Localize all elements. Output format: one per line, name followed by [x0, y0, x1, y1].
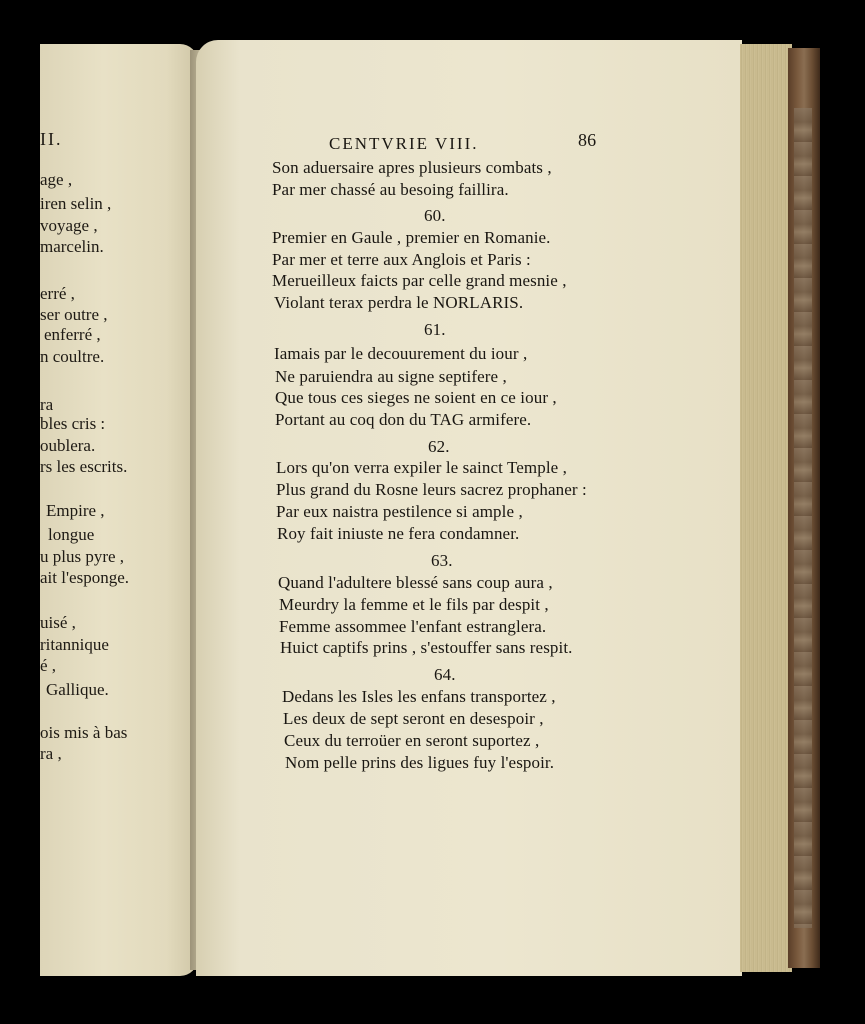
text-line: Empire ,: [46, 501, 105, 520]
text-line: ra: [40, 395, 54, 414]
quatrain-number: 62.: [428, 437, 450, 456]
verse-line: Merueilleux faicts par celle grand mesnie ,: [272, 271, 567, 290]
text-line: ser outre ,: [40, 305, 108, 324]
verse-line: Portant au coq don du TAG armifere.: [275, 410, 532, 429]
right-page: [196, 40, 742, 976]
text-line: ait l'esponge.: [40, 568, 129, 587]
quatrain-number: 63.: [431, 551, 453, 570]
verse-line: Les deux de sept seront en desespoir ,: [283, 709, 544, 728]
text-line: Gallique.: [46, 680, 109, 699]
verse-line: Meurdry la femme et le fils par despit ,: [279, 595, 549, 614]
verse-line: Ceux du terroüer en seront suportez ,: [284, 731, 540, 750]
page-fore-edge: [740, 44, 792, 972]
text-line: ra ,: [40, 744, 62, 763]
text-line: enferré ,: [44, 325, 101, 344]
verse-line: Premier en Gaule , premier en Romanie.: [272, 228, 551, 247]
page-number: 86: [578, 130, 597, 150]
verse-line: Femme assommee l'enfant estranglera.: [279, 617, 547, 636]
verse-line: Plus grand du Rosne leurs sacrez prophaner :: [276, 480, 587, 499]
text-line: iren selin ,: [40, 194, 112, 213]
left-page: [40, 44, 198, 976]
quatrain-number: 60.: [424, 206, 446, 225]
text-line: bles cris :: [40, 414, 106, 433]
text-line: rs les escrits.: [40, 457, 128, 476]
verse-line: Son aduersaire apres plusieurs combats ,: [272, 158, 552, 177]
text-line: u plus pyre ,: [40, 547, 125, 566]
text-line: marcelin.: [40, 237, 104, 256]
verse-line: Que tous ces sieges ne soient en ce iour ,: [275, 388, 557, 407]
text-line: erré ,: [40, 284, 75, 303]
quatrain-number: 61.: [424, 320, 446, 339]
text-line: n coultre.: [40, 347, 105, 366]
verse-line: Quand l'adultere blessé sans coup aura ,: [278, 573, 553, 592]
quatrain-number: 64.: [434, 665, 456, 684]
text-line: oublera.: [40, 436, 96, 455]
verse-line: Ne paruiendra au signe septifere ,: [275, 367, 507, 386]
verse-line: Nom pelle prins des ligues fuy l'espoir.: [285, 753, 555, 772]
text-line: voyage ,: [40, 216, 98, 235]
text-line: ois mis à bas: [40, 723, 128, 742]
text-line: é ,: [40, 656, 57, 675]
verse-line: Roy fait iniuste ne fera condamner.: [277, 524, 520, 543]
verse-line: Dedans les Isles les enfans transportez ,: [282, 687, 556, 706]
verse-line: Violant terax perdra le NORLARIS.: [274, 293, 524, 312]
verse-line: Par eux naistra pestilence si ample ,: [276, 502, 523, 521]
text-line: age ,: [40, 170, 73, 189]
verse-line: Lors qu'on verra expiler le sainct Temple ,: [276, 458, 567, 477]
verse-line: Huict captifs prins , s'estouffer sans respit.: [280, 638, 573, 657]
text-line: ritannique: [40, 635, 109, 654]
verse-line: Iamais par le decouurement du iour ,: [274, 344, 528, 363]
verse-line: Par mer chassé au besoing faillira.: [272, 180, 509, 199]
verse-line: Par mer et terre aux Anglois et Paris :: [272, 250, 531, 269]
page-header: CENTVRIE VIII.: [329, 134, 479, 153]
text-line: uisé ,: [40, 613, 76, 632]
text-line: longue: [48, 525, 95, 544]
left-page-header: II.: [40, 129, 63, 149]
book-cover-edge: [788, 48, 820, 968]
